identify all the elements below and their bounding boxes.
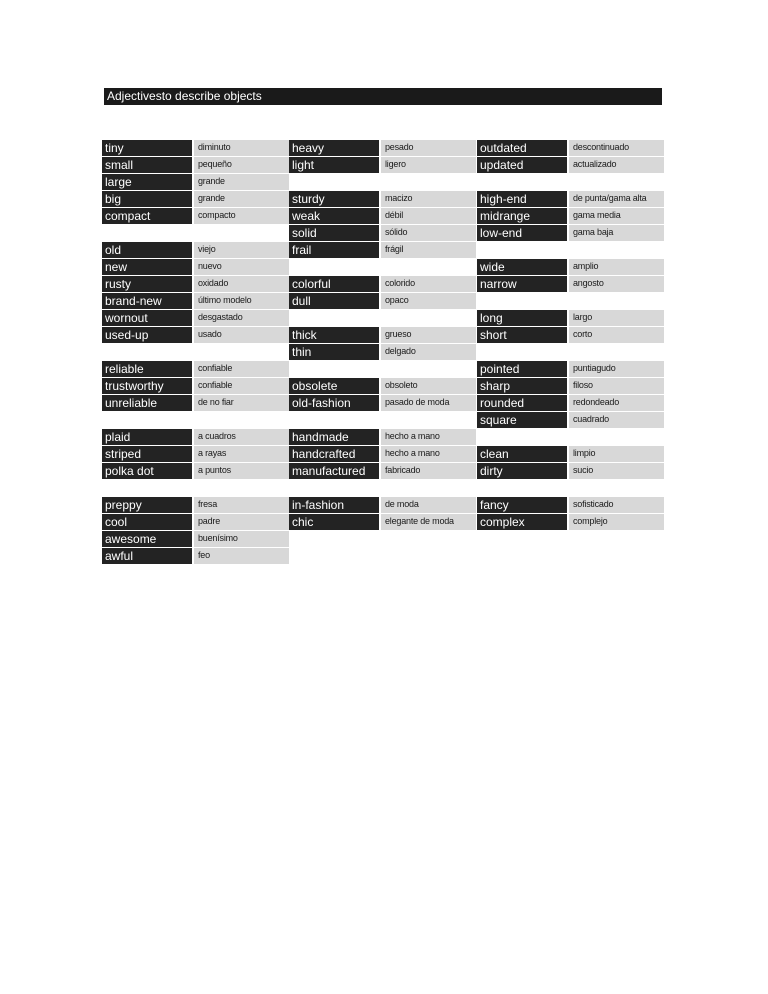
english-word: dirty (477, 463, 567, 479)
spacer-row (289, 360, 477, 377)
english-word: short (477, 327, 567, 343)
english-word: chic (289, 514, 379, 530)
english-word: wornout (102, 310, 192, 326)
spanish-translation: viejo (194, 242, 289, 258)
spacer-row (477, 343, 665, 360)
english-word: midrange (477, 208, 567, 224)
spanish-translation: fresa (194, 497, 289, 513)
english-word: polka dot (102, 463, 192, 479)
spanish-translation: a puntos (194, 463, 289, 479)
vocab-row (289, 241, 477, 258)
english-word: large (102, 174, 192, 190)
spanish-translation: usado (194, 327, 289, 343)
spanish-translation: gama baja (569, 225, 664, 241)
vocab-row (289, 326, 477, 343)
vocab-row (289, 343, 477, 360)
spanish-translation: amplio (569, 259, 664, 275)
vocab-row (477, 360, 665, 377)
english-word: solid (289, 225, 379, 241)
spacer-row (477, 479, 665, 496)
spanish-translation: oxidado (194, 276, 289, 292)
spanish-translation: a rayas (194, 446, 289, 462)
vocab-row (102, 173, 290, 190)
spanish-translation: débil (381, 208, 476, 224)
spanish-translation: de no fiar (194, 395, 289, 411)
spanish-translation: cuadrado (569, 412, 664, 428)
english-word: striped (102, 446, 192, 462)
vocab-row (102, 530, 290, 547)
english-word: colorful (289, 276, 379, 292)
spanish-translation: nuevo (194, 259, 289, 275)
english-word: sharp (477, 378, 567, 394)
spanish-translation: puntiagudo (569, 361, 664, 377)
spanish-translation: a cuadros (194, 429, 289, 445)
english-word: frail (289, 242, 379, 258)
english-word: old (102, 242, 192, 258)
vocab-row (477, 224, 665, 241)
english-word: wide (477, 259, 567, 275)
spanish-translation: ligero (381, 157, 476, 173)
spanish-translation: pesado (381, 140, 476, 156)
spanish-translation: elegante de moda (381, 514, 476, 530)
spanish-translation: hecho a mano (381, 429, 476, 445)
english-word: in-fashion (289, 497, 379, 513)
vocab-row (102, 309, 290, 326)
english-word: rounded (477, 395, 567, 411)
vocab-row (289, 156, 477, 173)
vocab-row (102, 496, 290, 513)
english-word: brand-new (102, 293, 192, 309)
english-word: handmade (289, 429, 379, 445)
spanish-translation: feo (194, 548, 289, 564)
spacer-row (289, 309, 477, 326)
vocab-row (289, 513, 477, 530)
vocab-column-3 (477, 139, 665, 530)
vocab-row (477, 496, 665, 513)
spanish-translation: pequeño (194, 157, 289, 173)
vocab-row (102, 462, 290, 479)
spacer-row (102, 411, 290, 428)
spanish-translation: redondeado (569, 395, 664, 411)
english-word: cool (102, 514, 192, 530)
english-word: handcrafted (289, 446, 379, 462)
vocab-row (477, 445, 665, 462)
english-word: high-end (477, 191, 567, 207)
vocab-row (102, 207, 290, 224)
english-word: obsolete (289, 378, 379, 394)
spanish-translation: grueso (381, 327, 476, 343)
vocab-row (477, 275, 665, 292)
english-word: reliable (102, 361, 192, 377)
vocab-row (289, 275, 477, 292)
spanish-translation: sucio (569, 463, 664, 479)
vocab-row (477, 513, 665, 530)
vocab-row (102, 360, 290, 377)
spanish-translation: actualizado (569, 157, 664, 173)
vocab-row (477, 411, 665, 428)
spanish-translation: angosto (569, 276, 664, 292)
vocab-row (102, 190, 290, 207)
spanish-translation: compacto (194, 208, 289, 224)
spacer-row (102, 479, 290, 496)
english-word: thick (289, 327, 379, 343)
english-word: dull (289, 293, 379, 309)
english-word: low-end (477, 225, 567, 241)
vocab-row (289, 224, 477, 241)
english-word: trustworthy (102, 378, 192, 394)
vocab-row (477, 377, 665, 394)
english-word: used-up (102, 327, 192, 343)
spacer-row (102, 224, 290, 241)
vocab-row (289, 394, 477, 411)
spanish-translation: macizo (381, 191, 476, 207)
spanish-translation: confiable (194, 378, 289, 394)
vocab-row (289, 190, 477, 207)
spanish-translation: diminuto (194, 140, 289, 156)
vocab-row (289, 377, 477, 394)
english-word: manufactured (289, 463, 379, 479)
spanish-translation: buenísimo (194, 531, 289, 547)
spanish-translation: corto (569, 327, 664, 343)
vocab-row (477, 309, 665, 326)
vocab-row (102, 139, 290, 156)
english-word: weak (289, 208, 379, 224)
vocab-row (477, 139, 665, 156)
english-word: square (477, 412, 567, 428)
spanish-translation: frágil (381, 242, 476, 258)
vocab-row (477, 258, 665, 275)
spacer-row (289, 258, 477, 275)
spanish-translation: colorido (381, 276, 476, 292)
english-word: complex (477, 514, 567, 530)
vocab-column-1 (102, 139, 290, 564)
spanish-translation: filoso (569, 378, 664, 394)
vocab-row (289, 428, 477, 445)
english-word: preppy (102, 497, 192, 513)
english-word: big (102, 191, 192, 207)
spanish-translation: delgado (381, 344, 476, 360)
english-word: old-fashion (289, 395, 379, 411)
spacer-row (289, 411, 477, 428)
vocab-row (102, 258, 290, 275)
spanish-translation: opaco (381, 293, 476, 309)
spacer-row (477, 428, 665, 445)
english-word: outdated (477, 140, 567, 156)
vocab-row (102, 326, 290, 343)
english-word: plaid (102, 429, 192, 445)
spacer-row (102, 343, 290, 360)
vocab-row (102, 156, 290, 173)
vocab-row (477, 190, 665, 207)
spanish-translation: obsoleto (381, 378, 476, 394)
vocab-row (289, 139, 477, 156)
english-word: narrow (477, 276, 567, 292)
spanish-translation: sofisticado (569, 497, 664, 513)
english-word: unreliable (102, 395, 192, 411)
english-word: compact (102, 208, 192, 224)
spacer-row (477, 292, 665, 309)
vocab-row (477, 394, 665, 411)
spanish-translation: de moda (381, 497, 476, 513)
spanish-translation: gama media (569, 208, 664, 224)
vocab-row (102, 513, 290, 530)
vocab-row (477, 156, 665, 173)
vocab-row (289, 445, 477, 462)
vocab-row (289, 292, 477, 309)
spanish-translation: descontinuado (569, 140, 664, 156)
vocab-row (289, 207, 477, 224)
spacer-row (477, 241, 665, 258)
page-title: Adjectivesto describe objects (104, 88, 662, 105)
spacer-row (289, 479, 477, 496)
vocab-row (289, 496, 477, 513)
vocab-row (102, 428, 290, 445)
spanish-translation: grande (194, 191, 289, 207)
vocab-row (102, 377, 290, 394)
english-word: updated (477, 157, 567, 173)
spanish-translation: padre (194, 514, 289, 530)
vocab-row (102, 241, 290, 258)
vocab-column-2 (289, 139, 477, 530)
english-word: fancy (477, 497, 567, 513)
vocab-row (102, 547, 290, 564)
english-word: rusty (102, 276, 192, 292)
spanish-translation: limpio (569, 446, 664, 462)
spanish-translation: hecho a mano (381, 446, 476, 462)
english-word: new (102, 259, 192, 275)
english-word: awful (102, 548, 192, 564)
english-word: pointed (477, 361, 567, 377)
vocab-row (289, 462, 477, 479)
spanish-translation: pasado de moda (381, 395, 476, 411)
english-word: small (102, 157, 192, 173)
vocab-row (102, 275, 290, 292)
english-word: sturdy (289, 191, 379, 207)
english-word: thin (289, 344, 379, 360)
vocab-row (102, 292, 290, 309)
spanish-translation: sólido (381, 225, 476, 241)
vocab-row (477, 326, 665, 343)
english-word: long (477, 310, 567, 326)
spacer-row (477, 173, 665, 190)
spacer-row (289, 173, 477, 190)
english-word: light (289, 157, 379, 173)
vocab-row (102, 394, 290, 411)
spanish-translation: desgastado (194, 310, 289, 326)
english-word: tiny (102, 140, 192, 156)
english-word: clean (477, 446, 567, 462)
vocab-row (477, 207, 665, 224)
spanish-translation: de punta/gama alta (569, 191, 664, 207)
spanish-translation: grande (194, 174, 289, 190)
spanish-translation: confiable (194, 361, 289, 377)
english-word: awesome (102, 531, 192, 547)
vocab-row (477, 462, 665, 479)
vocab-row (102, 445, 290, 462)
spanish-translation: último modelo (194, 293, 289, 309)
english-word: heavy (289, 140, 379, 156)
spanish-translation: largo (569, 310, 664, 326)
spanish-translation: fabricado (381, 463, 476, 479)
spanish-translation: complejo (569, 514, 664, 530)
